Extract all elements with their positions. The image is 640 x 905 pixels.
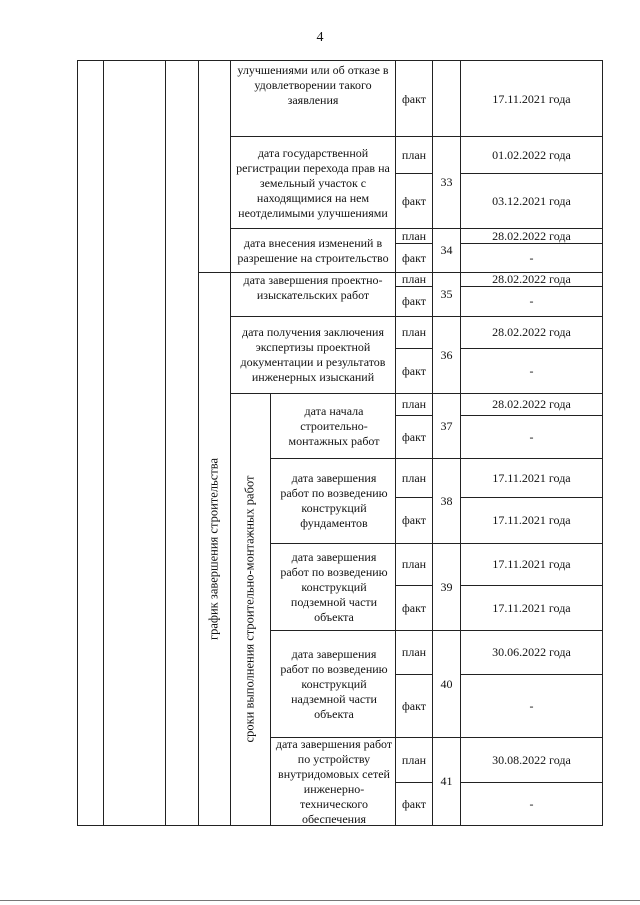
- plan-label: план: [401, 325, 427, 339]
- row-number: 37: [440, 418, 453, 433]
- fact-label: факт: [401, 429, 427, 444]
- plan-label: план: [401, 397, 427, 411]
- row-description: дата внесения изменений в разрешение на строительство: [237, 235, 389, 265]
- row-description: дата государственной регистрации перехода прав на земельный участок с находящимися на нем неотделимыми улучшениями: [236, 145, 390, 220]
- row-description: дата начала строительно-монтажных работ: [288, 403, 380, 448]
- page-number: 4: [316, 30, 324, 45]
- plan-label: план: [401, 272, 427, 286]
- plan-date: 30.06.2022 года: [492, 645, 571, 659]
- plan-date: 01.02.2022 года: [492, 147, 571, 162]
- row-number: 34: [440, 243, 453, 257]
- fact-date: 17.11.2021 года: [492, 600, 571, 615]
- row-number: 41: [440, 774, 453, 788]
- vertical-label-construction: сроки выполнения строительно-монтажных работ: [242, 475, 257, 743]
- row-description: дата завершения проектно-изыскательских работ: [243, 273, 383, 302]
- fact-label: факт: [401, 294, 427, 308]
- plan-label: план: [401, 557, 427, 571]
- plan-date: 28.02.2022 года: [492, 397, 571, 411]
- fact-label: факт: [401, 600, 427, 615]
- plan-date: 17.11.2021 года: [492, 557, 571, 571]
- plan-label: план: [401, 470, 427, 485]
- fact-date: -: [529, 363, 534, 378]
- plan-label: план: [401, 645, 427, 659]
- plan-date: 28.02.2022 года: [492, 272, 571, 286]
- vertical-label-schedule: график завершения строительства: [206, 457, 221, 641]
- plan-date: 28.02.2022 года: [492, 228, 571, 243]
- plan-date: 17.11.2021 года: [492, 470, 571, 485]
- fact-label: факт: [401, 91, 427, 106]
- row-description: улучшениями или об отказе в удовлетворении такого заявления: [237, 62, 389, 107]
- plan-date: 28.02.2022 года: [492, 325, 571, 339]
- fact-label: факт: [401, 193, 427, 208]
- row-number: 39: [440, 579, 453, 594]
- fact-label: факт: [401, 250, 427, 265]
- row-description: дата завершения работ по возведению конструкций фундаментов: [280, 471, 388, 530]
- plan-date: 30.08.2022 года: [492, 752, 571, 767]
- row-description: дата получения заключения экспертизы проектной документации и результатов инженерных изысканий: [240, 325, 386, 384]
- plan-label: план: [401, 228, 427, 243]
- row-number: 36: [440, 347, 453, 362]
- fact-date: -: [529, 429, 534, 444]
- fact-label: факт: [401, 698, 427, 713]
- fact-date: -: [529, 698, 534, 713]
- row-number: 33: [440, 175, 453, 189]
- fact-date: 17.11.2021 года: [492, 91, 571, 106]
- fact-date: -: [529, 796, 534, 811]
- fact-label: факт: [401, 363, 427, 378]
- row-number: 35: [440, 287, 453, 301]
- page-bottom-rule: [0, 900, 640, 901]
- plan-label: план: [401, 147, 427, 162]
- fact-date: 03.12.2021 года: [492, 193, 571, 208]
- row-description: дата завершения работ по устройству внутридомовых сетей инженерно-технического обеспечения: [275, 736, 393, 826]
- row-number: 40: [440, 676, 453, 691]
- fact-date: -: [529, 250, 534, 265]
- fact-label: факт: [401, 796, 427, 811]
- row-description: дата завершения работ по возведению конструкций подземной части объекта: [280, 549, 388, 624]
- fact-date: 17.11.2021 года: [492, 513, 571, 527]
- plan-label: план: [401, 752, 427, 767]
- row-number: 38: [440, 493, 453, 508]
- fact-label: факт: [401, 513, 427, 527]
- fact-date: -: [529, 294, 534, 308]
- row-description: дата завершения работ по возведению конструкций надземной части объекта: [280, 646, 388, 721]
